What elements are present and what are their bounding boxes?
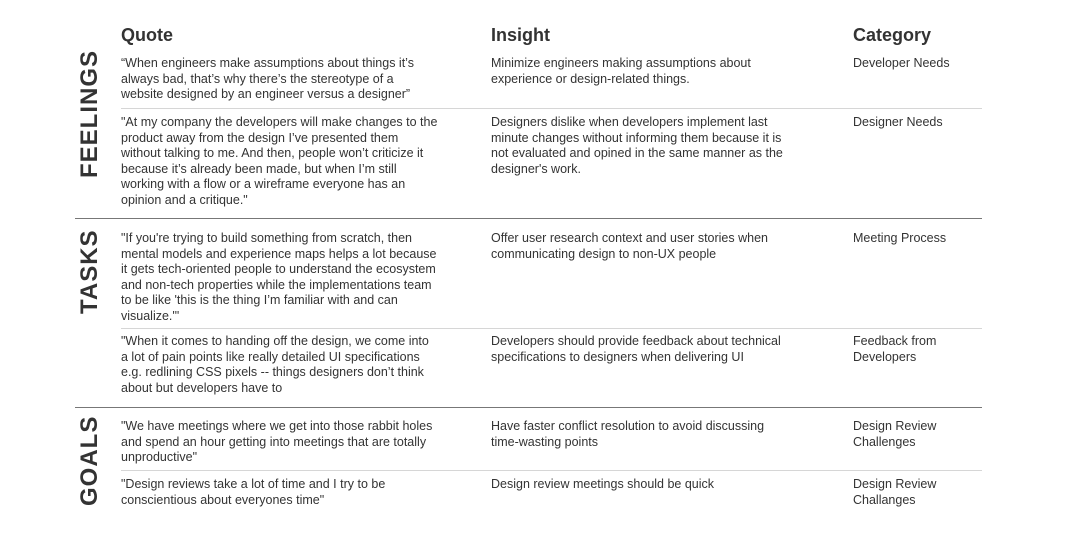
header-insight: Insight (491, 25, 550, 45)
section-divider (75, 218, 982, 219)
insight-cell: Offer user research context and user stories when communicating design to non-UX people (491, 231, 768, 261)
insight-cell: Developers should provide feedback about technical specifications to designers when delivering UI (491, 334, 781, 364)
row-divider (121, 108, 982, 109)
category-cell: Developer Needs (853, 56, 950, 70)
section-label-tasks: TASKS (76, 229, 103, 314)
category-cell: Designer Needs (853, 115, 943, 129)
category-cell: Feedback from Developers (853, 334, 937, 364)
quote-cell: "We have meetings where we get into those rabbit holes and spend an hour getting into meetings that are totally unproductive" (121, 419, 433, 465)
insight-cell: Minimize engineers making assumptions about experience or design-related things. (491, 56, 751, 86)
quote-cell: "If you're trying to build something from scratch, then mental models and experience maps helps a lot because it gets tech-oriented people to understand the ecosystem and non-tech properties while the implementations team to be like 'this is the thing I’m familiar with and can visualize.'" (121, 231, 437, 323)
quote-cell: “When engineers make assumptions about things it’s always bad, that’s why there’s the stereotype of a website designed by an engineer versus a designer” (121, 56, 414, 102)
quote-cell: "At my company the developers will make changes to the product away from the design I’ve presented them without talking to me. And then, people won’t criticize it because it’s already been made, but when I’m still working with a flow or a wireframe everyone has an opinion and a critique." (121, 115, 438, 207)
quote-cell: "When it comes to handing off the design, we come into a lot of pain points like really detailed UI specifications e.g. redlining CSS pixels -- things designers don’t think about but developers have to (121, 334, 429, 395)
insight-cell: Design review meetings should be quick (491, 477, 715, 491)
category-cell: Design Review Challenges (853, 419, 937, 449)
row-divider (121, 470, 982, 471)
category-cell: Design Review Challanges (853, 477, 937, 507)
row-divider (121, 328, 982, 329)
category-cell: Meeting Process (853, 231, 947, 245)
quote-cell: "Design reviews take a lot of time and I try to be conscientious about everyones time" (121, 477, 386, 507)
insight-cell: Have faster conflict resolution to avoid discussing time-wasting points (491, 419, 765, 449)
section-label-feelings: FEELINGS (76, 49, 103, 178)
section-label-goals: GOALS (76, 415, 103, 506)
header-quote: Quote (121, 25, 173, 45)
header-category: Category (853, 25, 932, 45)
insight-cell: Designers dislike when developers implement last minute changes without informing them because it is not evaluated and opined in the same manner as the designer's work. (491, 115, 783, 176)
section-divider (75, 407, 982, 408)
